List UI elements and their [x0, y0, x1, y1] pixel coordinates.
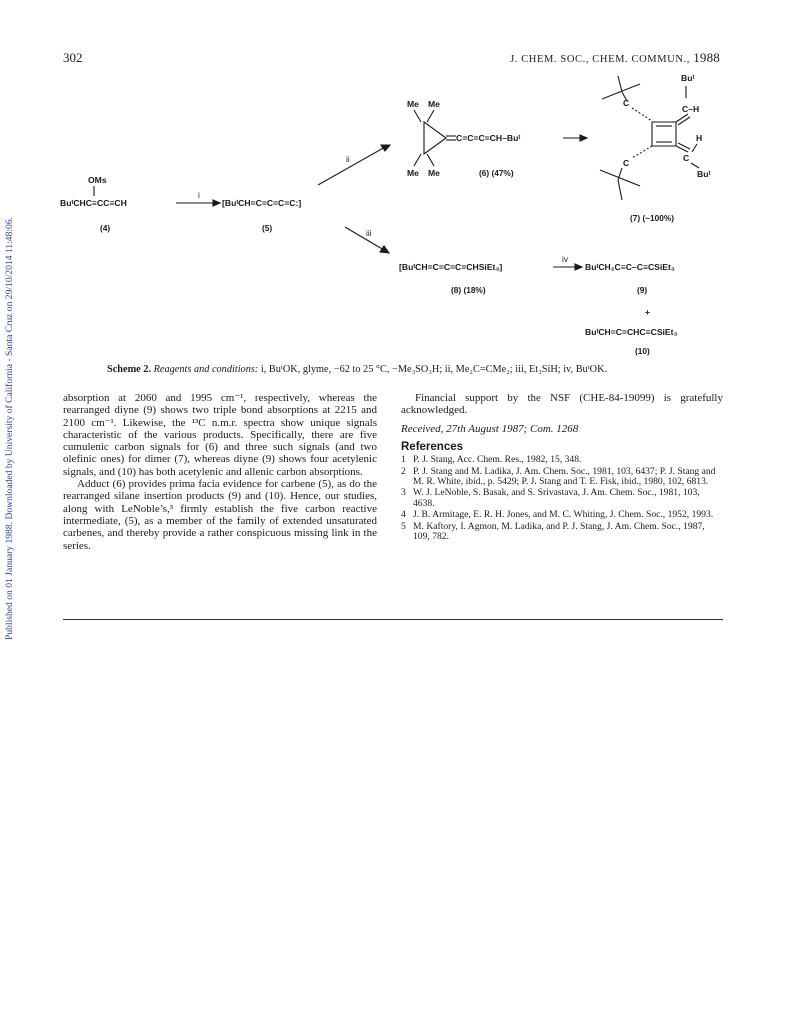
c4-oms: OMs	[88, 175, 107, 185]
c7-label: (7) (~100%)	[630, 213, 675, 223]
references-list	[401, 455, 723, 542]
c7-h-bond	[692, 144, 697, 152]
reference-item: 5 M. Kaftory, I. Agmon, M. Ladika, and P. J. Stang, J. Am. Chem. Soc., 1987, 109, 782.	[401, 520, 705, 543]
c7-cum-top	[632, 108, 652, 121]
c6-me-3: Me	[407, 168, 419, 178]
c7-cum-bottom	[632, 146, 652, 158]
c10-formula: BuᵗCH=C=CHC≡CSiEt₃	[585, 327, 678, 337]
c6-bond-b	[427, 110, 434, 122]
caption-text: i, BuᵗOK, glyme, −62 to 25 °C, −Me₃SO₃H; ii, Me₂C=CMe₂; iii, Et₃SiH; iv, BuᵗOK.	[260, 364, 608, 375]
journal-title: J. CHEM. SOC., CHEM. COMMUN.,	[510, 54, 690, 65]
reference-item: 1 P. J. Stang, Acc. Chem. Res., 1982, 15, 348.	[401, 454, 582, 466]
page-number: 302	[63, 50, 83, 65]
reference-item: 3 W. J. LeNoble, S. Basak, and S. Srivastava, J. Am. Chem. Soc., 1981, 103, 4638.	[401, 487, 700, 509]
c7-h-right: H	[696, 133, 703, 143]
caption-conditions-label: Reagents and conditions:	[153, 364, 259, 375]
c6-me-4: Me	[428, 168, 440, 178]
c7-but-right: Buᵗ	[697, 169, 711, 179]
c7-c-top: C	[623, 98, 630, 108]
references-heading: References	[401, 440, 464, 453]
c7-bm-3	[618, 180, 622, 200]
c7-exo-b	[678, 117, 690, 125]
c9-formula: BuᵗCH₂C≡C–C≡CSiEt₃	[585, 262, 675, 272]
c5-formula: [BuᵗCH=C=C=C=C:]	[222, 198, 302, 208]
c7-ch: C–H	[682, 104, 700, 114]
reaction-scheme	[0, 0, 793, 365]
c6-chain: C=C=C=CH–Buᵗ	[456, 133, 521, 143]
arrow-ii-head	[381, 145, 390, 151]
c8-label: (8) (18%)	[451, 285, 486, 295]
arrow-dimer-head	[580, 135, 587, 141]
c10-label: (10)	[635, 346, 650, 356]
c6-me-2: Me	[428, 99, 440, 109]
left-column	[63, 392, 377, 552]
c4-formula: BuᵗCHC≡CC≡CH	[60, 198, 127, 208]
c6-ring	[424, 122, 446, 154]
c7-exo-a	[676, 114, 688, 122]
c9-label: (9)	[637, 285, 648, 295]
scheme-caption	[107, 364, 707, 375]
reference-item: 4 J. B. Armitage, E. R. H. Jones, and M. C. Whiting, J. Chem. Soc., 1952, 1993.	[401, 509, 714, 521]
c6-bond-d	[427, 154, 434, 166]
c7-but-top: Buᵗ	[681, 73, 695, 83]
body-paragraph-2: Adduct (6) provides prima facia evidence for carbene (5), as do the rearranged silane insertion products (9) and (10). Hence, our studies, along with LeNoble’s,³ firmly establish the five carbon reactive intermediate, (5), as a member of the family of extended unsaturated carbenes, and thereby provide a rather conspicuous missing link in the series.	[63, 478, 377, 552]
c7-tm-1	[618, 76, 622, 92]
arrow-iv-head	[575, 264, 582, 270]
plus-sign: +	[645, 307, 651, 317]
step-iv: iv	[562, 254, 568, 264]
arrow-iii	[345, 227, 384, 250]
journal-year: 1988	[693, 50, 720, 65]
c5-label: (5)	[262, 223, 273, 233]
step-i: i	[198, 190, 200, 200]
reference-item: 2 P. J. Stang and M. Ladika, J. Am. Chem. Soc., 1981, 103, 6437; P. J. Stang and M. R. White, ibid., p. 5429; P. J. Stang and T. E. Fisk, ibid., 1980, 102, 6813.	[401, 465, 716, 487]
c6-bond-c	[414, 154, 421, 166]
arrow-iii-head	[380, 246, 389, 253]
download-watermark-text: Published on 01 January 1988. Downloaded by University of California - Santa Cruz on 29/10/2014 11:48:06.	[4, 216, 15, 640]
footer-rule	[63, 619, 723, 620]
caption-label: Scheme 2.	[107, 364, 152, 375]
c8-formula: [BuᵗCH=C=C=C=CHSiEt₃]	[399, 262, 503, 272]
c7-c-bottom: C	[623, 158, 630, 168]
c6-bond-a	[414, 110, 421, 122]
step-ii: ii	[346, 154, 350, 164]
step-iii: iii	[366, 228, 372, 238]
c4-label: (4)	[100, 223, 111, 233]
received-date: Received, 27th August 1987; Com. 1268	[401, 422, 579, 435]
c7-bu2-bond	[691, 163, 699, 168]
acknowledgement: Financial support by the NSF (CHE-84-19099) is gratefully acknowledged.	[401, 392, 723, 417]
arrow-i-head	[213, 200, 220, 206]
c6-label: (6) (47%)	[479, 168, 514, 178]
right-column	[401, 392, 723, 543]
arrow-ii	[318, 147, 385, 185]
c7-c-right: C	[683, 153, 690, 163]
body-paragraph-1: absorption at 2060 and 1995 cm⁻¹, respectively, whereas the rearranged diyne (9) shows two triple bond absorptions at 2215 and 2100 cm⁻¹. Likewise, the ¹³C n.m.r. spectra show unique signals characteristic of the various products. Specifically, there are five cumulenic carbon signals for (6) and three such signals (and two olefinic ones) for dimer (7), whereas diyne (9) shows four acetylenic signals, and (10) has both acetylenic and allenic carbon absorptions.	[63, 392, 377, 478]
c6-me-1: Me	[407, 99, 419, 109]
